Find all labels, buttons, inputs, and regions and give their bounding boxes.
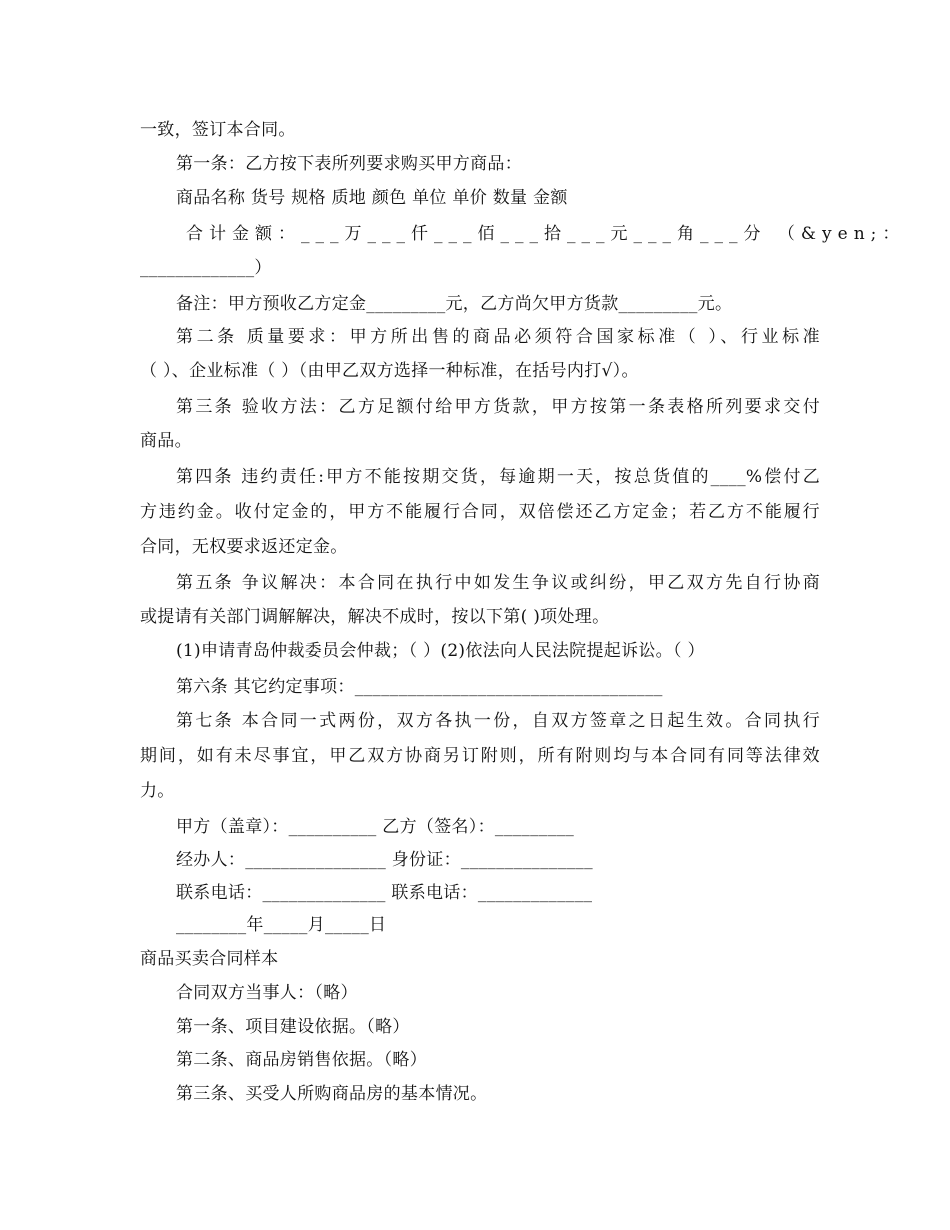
clause-1-heading: 第一条：乙方按下表所列要求购买甲方商品：: [176, 154, 522, 174]
parties-line: 合同双方当事人：（略）: [176, 983, 358, 1003]
remark-line: 备注：甲方预收乙方定金_________元，乙方尚欠甲方货款_________元。: [176, 294, 733, 314]
clause-3-line: 第三条 验收方法：乙方足额付给甲方货款，甲方按第一条表格所列要求交付: [176, 397, 820, 417]
phone-line: 联系电话：______________ 联系电话：_____________: [176, 883, 593, 903]
clause-6-line: 第六条 其它约定事项：___________________________________: [176, 677, 663, 697]
signature-line: 甲方（盖章）：__________ 乙方（签名）：_________: [176, 817, 575, 837]
text-line: 商品。: [140, 431, 192, 451]
text-line: _____________）: [140, 258, 272, 278]
text-line: 方违约金。收付定金的，甲方不能履行合同，双倍偿还乙方定金；若乙方不能履行: [140, 502, 820, 522]
article-3-line: 第三条、买受人所购商品房的基本情况。: [176, 1084, 488, 1104]
text-line: 或提请有关部门调解解决，解决不成时，按以下第( )项处理。: [140, 607, 610, 627]
section-title: 商品买卖合同样本: [140, 949, 279, 969]
clause-7-line: 第七条 本合同一式两份，双方各执一份，自双方签章之日起生效。合同执行: [176, 711, 820, 731]
article-1-line: 第一条、项目建设依据。（略）: [176, 1017, 410, 1037]
clause-4-line: 第四条 违约责任:甲方不能按期交货，每逾期一天，按总货值的____%偿付乙: [176, 467, 820, 487]
article-2-line: 第二条、商品房销售依据。（略）: [176, 1050, 427, 1070]
clause-2-line: 第二条 质量要求：甲方所出售的商品必须符合国家标准（ ）、行业标准: [176, 327, 820, 347]
text-line: 期间，如有未尽事宜，甲乙双方协商另订附则，所有附则均与本合同有同等法律效: [140, 746, 820, 766]
total-amount-line: 合计金额：___万___仟___佰___拾___元___角___分 （&yen;：: [186, 224, 906, 244]
date-line: ________年_____月_____日: [176, 915, 387, 935]
text-line: 一致，签订本合同。: [140, 120, 296, 140]
clause-5-line: 第五条 争议解决：本合同在执行中如发生争议或纠纷，甲乙双方先自行协商: [176, 573, 820, 593]
text-line: （ ）、企业标准（ ）（由甲乙双方选择一种标准，在括号内打√）。: [140, 361, 639, 381]
text-line: 合同，无权要求返还定金。: [140, 537, 348, 557]
text-line: 力。: [140, 781, 175, 801]
table-header-line: 商品名称 货号 规格 质地 颜色 单位 单价 数量 金额: [176, 188, 568, 208]
agent-id-line: 经办人：________________ 身份证：_______________: [176, 850, 593, 870]
arbitration-options-line: (1)申请青岛仲裁委员会仲裁；（ ）(2)依法向人民法院提起诉讼。（ ）: [176, 641, 705, 661]
